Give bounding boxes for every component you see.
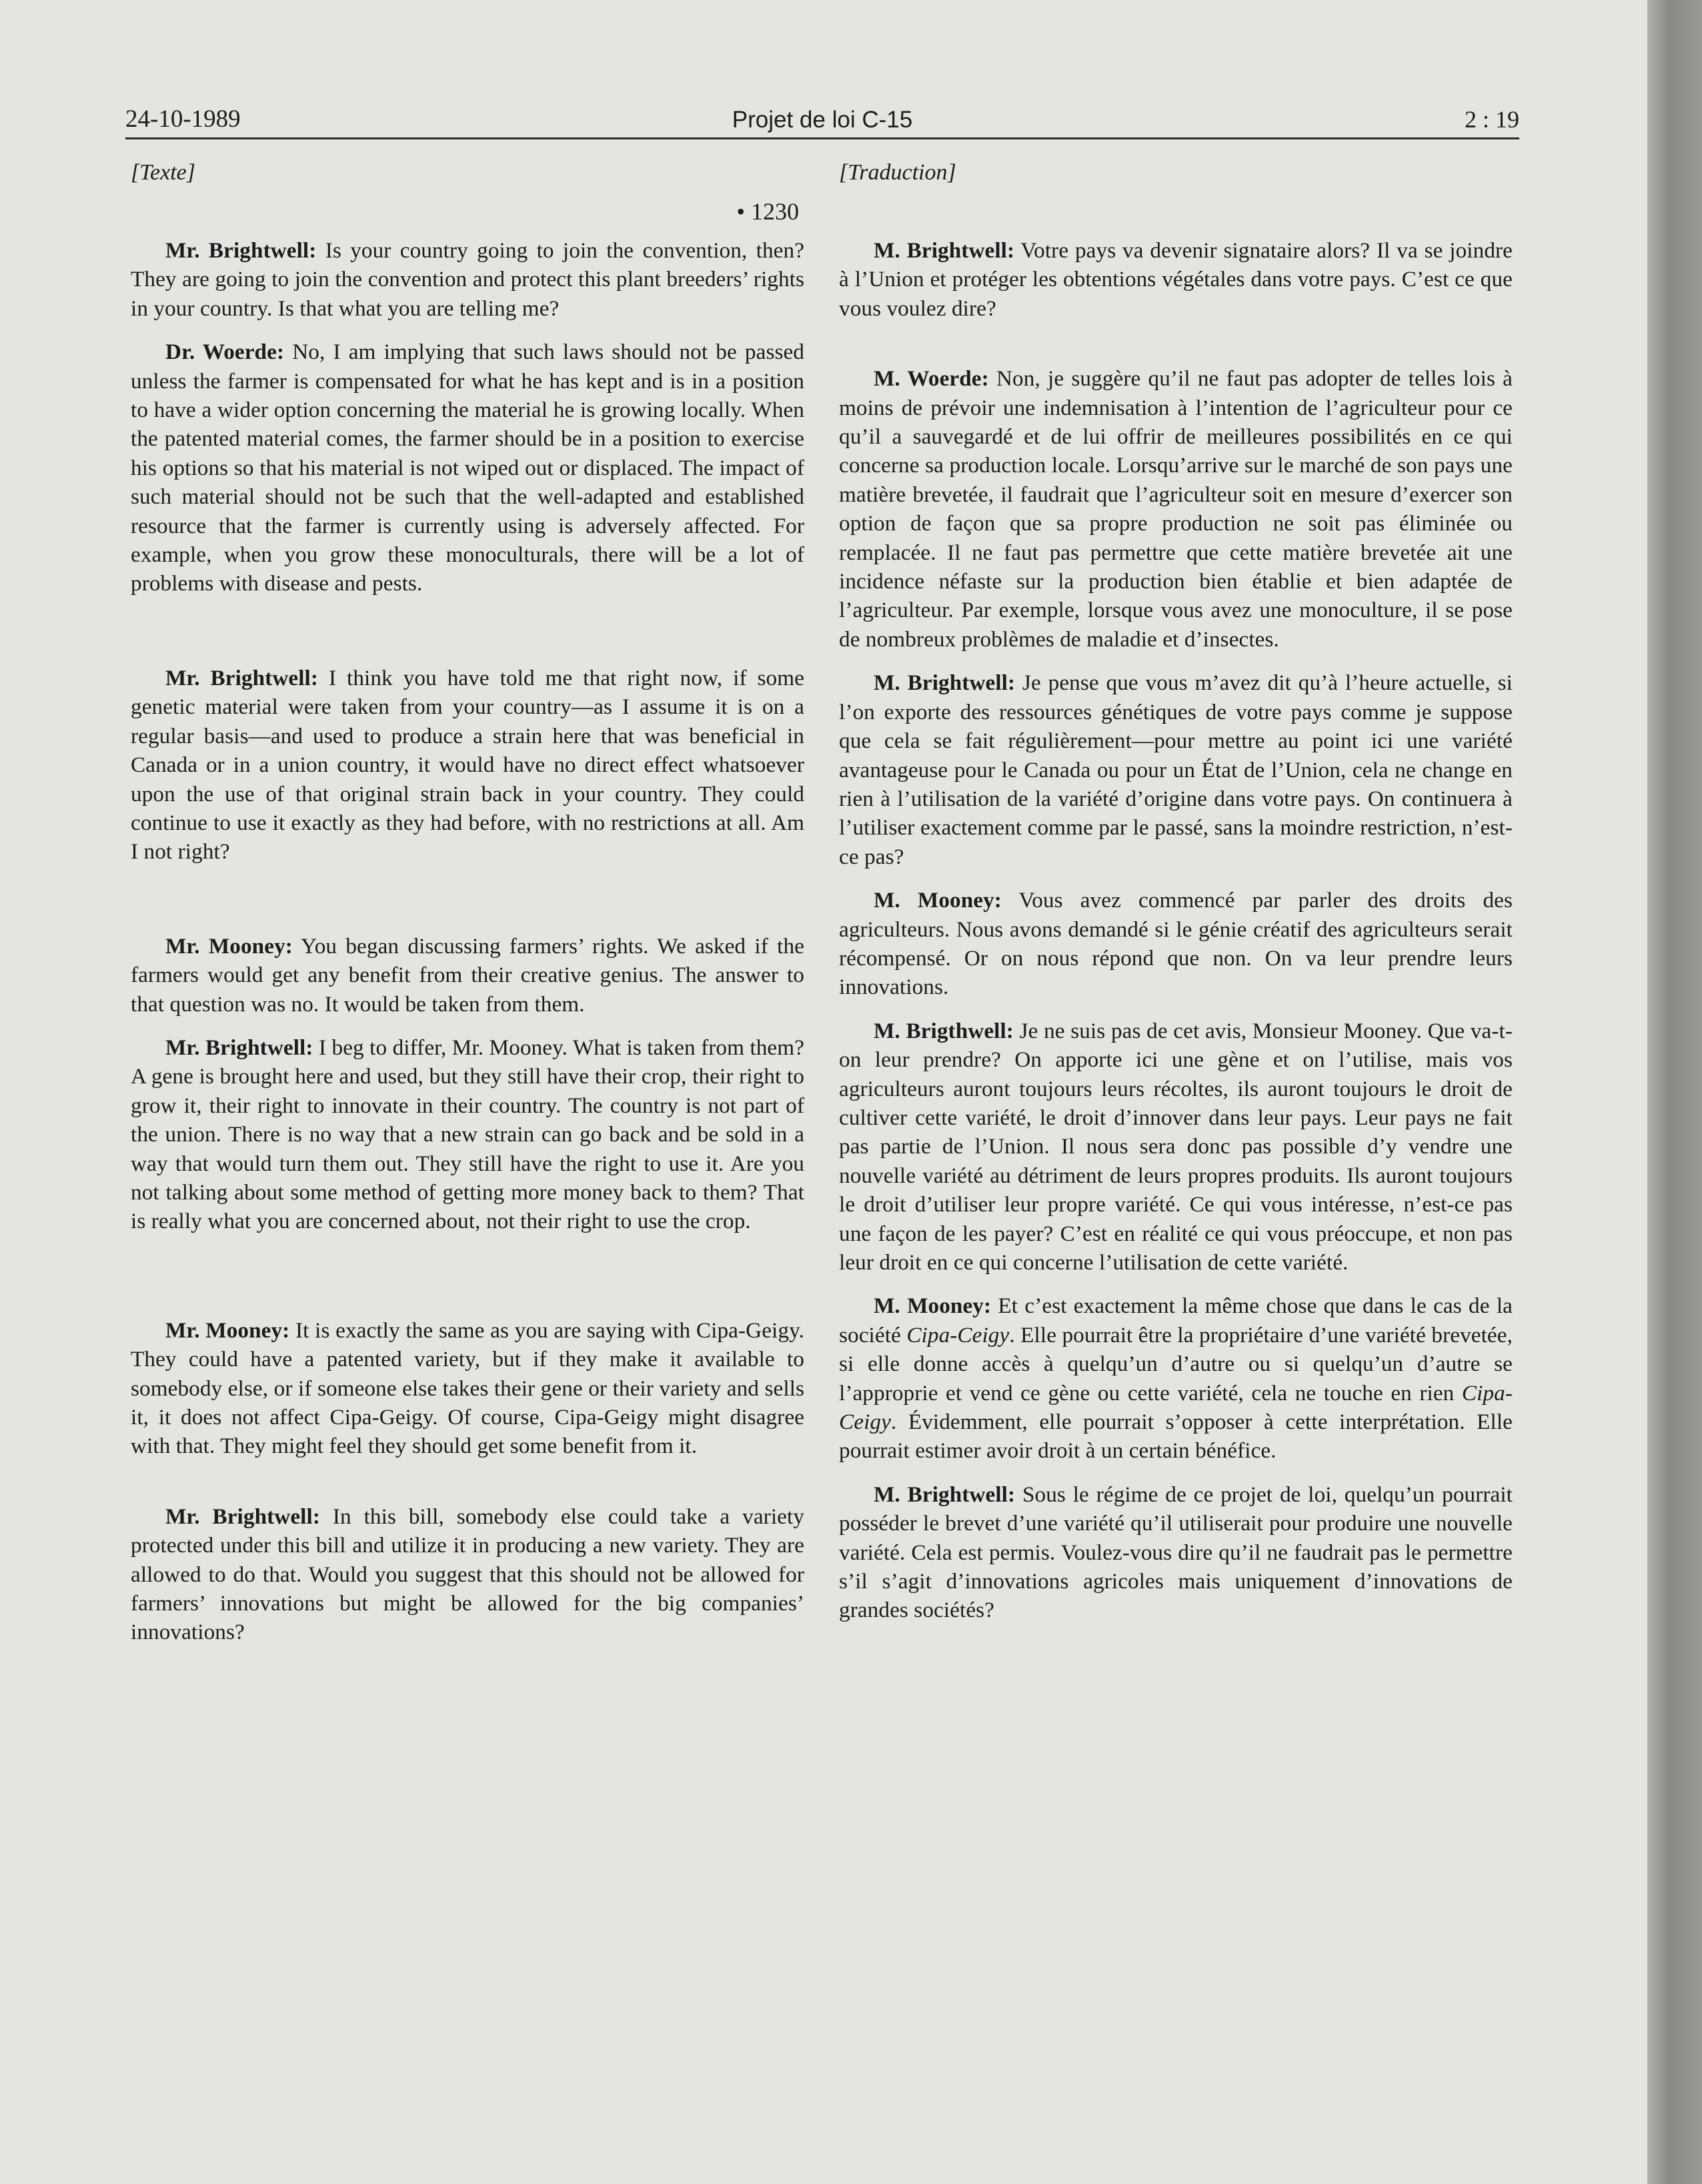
paragraph-text: Et c’est exactement la même chose que dans le cas de la société bbox=[839, 1293, 1513, 1347]
paragraph bbox=[131, 1316, 804, 1461]
speaker-name: Mr. Brightwell: bbox=[165, 665, 319, 690]
paragraph-text: Vous avez commencé par parler des droits des agriculteurs. Nous avons demandé si le génie créatif des agriculteurs serait récompensé. Or on nous répond que non. On va leur prendre leurs innovations. bbox=[839, 888, 1513, 1000]
paragraph bbox=[131, 664, 804, 867]
paragraph bbox=[839, 1291, 1513, 1465]
paragraph bbox=[131, 338, 804, 598]
paragraph bbox=[839, 1480, 1513, 1625]
company-name: Cipa-Ceigy bbox=[906, 1322, 1010, 1347]
paragraph bbox=[839, 1017, 1513, 1277]
paragraph-text: . Évidemment, elle pourrait s’opposer à cette interprétation. Elle pourrait estimer avoir droit à un certain bénéfice. bbox=[839, 1410, 1513, 1464]
french-column bbox=[839, 160, 1513, 1625]
header-page-number: 2 : 19 bbox=[1464, 106, 1519, 133]
paragraph-text: Je ne suis pas de cet avis, Monsieur Mooney. Que va-t-on leur prendre? On apporte ici une gène et on l’utilise, mais vos agriculteurs auront toujours leurs récoltes, ils auront toujours le droit de cultiver cette variété, le droit d’innover dans leur pays. Leur pays ne fait pas partie de l’Union. Il nous sera donc pas possible d’y vendre une nouvelle variété au détriment de leurs propres produits. Ils auront toujours le droit d’utiliser leur propre variété. Ce qui vous intéresse, n’est-ce pas une façon de les payer? C’est en réalité ce qui vous préoccupe, et non pas leur droit en ce qui concerne l’utilisation de cette variété. bbox=[839, 1018, 1513, 1275]
speaker-name: M. Mooney: bbox=[874, 888, 1002, 913]
paragraph bbox=[131, 1502, 804, 1647]
paragraph-text: You began discussing farmers’ rights. We asked if the farmers would get any benefit from their creative genius. The answer to that question was no. It would be taken from them. bbox=[131, 933, 804, 1017]
speaker-name: M. Woerde: bbox=[874, 366, 989, 392]
paragraph-text: . Elle pourrait être la propriétaire d’une variété brevetée, si elle donne accès à quelqu’un d’autre ou si quelqu’un d’autre se l’approprie et vend ce gène ou cette variété, cela ne touche en rien bbox=[839, 1322, 1513, 1406]
speaker-name: M. Mooney: bbox=[874, 1293, 992, 1319]
column-label-texte: [Texte] bbox=[131, 160, 195, 185]
speaker-name: Mr. Mooney: bbox=[165, 1317, 290, 1343]
english-column bbox=[131, 160, 804, 1647]
speaker-name: Mr. Brightwell: bbox=[165, 1504, 320, 1529]
paragraph-text: Sous le régime de ce projet de loi, quelqu’un pourrait posséder le brevet d’une variété qu’il utiliserait pour produire une nouvelle variété. Cela est permis. Voulez-vous dire qu’il ne faudrait pas le permettre s’il s’agit d’innovations agricoles mais uniquement d’innovations de grandes sociétés? bbox=[839, 1482, 1513, 1623]
time-mark: • 1230 bbox=[736, 198, 799, 225]
speaker-name: M. Brightwell: bbox=[874, 1482, 1016, 1507]
page-edge-shadow bbox=[1647, 0, 1702, 2184]
paragraph-text: I beg to differ, Mr. Mooney. What is taken from them? A gene is brought here and used, but they still have their crop, their right to grow it, their right to innovate in their country. The country is not part of the union. There is no way that a new strain can go back and be sold in a way that would turn them out. They still have the right to use it. Are you not talking about some method of getting more money back to them? That is really what you are concerned about, not their right to use the crop. bbox=[131, 1035, 805, 1234]
paragraph-text: No, I am implying that such laws should not be passed unless the farmer is compensated for what he has kept and is in a position to have a wider option concerning the material he is growing locally. When the patented material comes, the farmer should be in a position to exercise his options so that his material is not wiped out or displaced. The impact of such material should not be such that the well-adapted and established resource that the farmer is currently using is adversely affected. For example, when you grow these monoculturals, there will be a lot of problems with disease and pests. bbox=[131, 340, 804, 596]
header-date: 24-10-1989 bbox=[125, 105, 241, 133]
paragraph bbox=[839, 886, 1513, 1002]
paragraph-text: Is your country going to join the convention, then? They are going to join the convention and protect this plant breeders’ rights in your country. Is that what you are telling me? bbox=[131, 238, 804, 321]
paragraph bbox=[839, 668, 1513, 871]
column-label-traduction: [Traduction] bbox=[839, 160, 956, 185]
speaker-name: Mr. Mooney: bbox=[165, 933, 293, 959]
header-title: Projet de loi C-15 bbox=[732, 107, 913, 133]
speaker-name: M. Brigthwell: bbox=[874, 1018, 1014, 1043]
paragraph-text: Non, je suggère qu’il ne faut pas adopter de telles lois à moins de prévoir une indemnisation à l’intention de l’agriculteur pour ce qu’il a sauvegardé et de lui offrir de meilleures possibilités en ce qui concerne sa production locale. Lorsqu’arrive sur le marché de son pays une matière brevetée, il faudrait que l’agriculteur soit en mesure d’exercer son option de façon que sa propre production ne soit pas éliminée ou remplacée. Il ne faut pas permettre que cette matière brevetée ait une incidence néfaste sur la production bien établie et bien adaptée de l’agriculteur. Par exemple, lorsque vous avez une monoculture, il se pose de nombreux problèmes de maladie et d’insectes. bbox=[839, 366, 1513, 652]
speaker-name: Dr. Woerde: bbox=[165, 340, 285, 365]
paragraph bbox=[131, 1033, 804, 1236]
paragraph bbox=[131, 932, 804, 1019]
paragraph-text: It is exactly the same as you are saying with Cipa-Geigy. They could have a patented variety, but if they make it available to somebody else, or if someone else takes their gene or their variety and sells it, it does not affect Cipa-Geigy. Of course, Cipa-Geigy might disagree with that. They might feel they should get some benefit from it. bbox=[131, 1317, 805, 1459]
speaker-name: Mr. Brightwell: bbox=[165, 238, 317, 263]
paragraph-text: Je pense que vous m’avez dit qu’à l’heure actuelle, si l’on exporte des ressources génétiques de votre pays comme je suppose que cela se fait régulièrement—pour mettre au point ici une variété avantageuse pour le Canada ou pour un État de l’Union, cela ne change en rien à l’utilisation de la variété d’origine dans votre pays. On continuera à l’utiliser exactement comme par le passé, sans la moindre restriction, n’est-ce pas? bbox=[839, 670, 1513, 869]
paragraph-text: Votre pays va devenir signataire alors? Il va se joindre à l’Union et protéger les obtentions végétales dans votre pays. C’est ce que vous voulez dire? bbox=[839, 238, 1513, 321]
paragraph-text: In this bill, somebody else could take a variety protected under this bill and utilize it in producing a new variety. They are allowed to do that. Would you suggest that this should not be allowed for farmers’ innovations but might be allowed for the big companies’ innovations? bbox=[131, 1504, 804, 1645]
paragraph bbox=[839, 236, 1513, 323]
paragraph bbox=[839, 364, 1513, 654]
speaker-name: M. Brightwell: bbox=[874, 670, 1016, 696]
company-name: Cipa-Ceigy bbox=[839, 1380, 1513, 1435]
speaker-name: Mr. Brightwell: bbox=[165, 1035, 313, 1060]
speaker-name: M. Brightwell: bbox=[874, 238, 1015, 263]
paragraph-text: I think you have told me that right now, if some genetic material were taken from your country—as I assume it is on a regular basis—and used to produce a strain here that was beneficial in Canada or in a union country, it would have no direct effect whatsoever upon the use of that original strain back in your country. They could continue to use it exactly as they had before, with no restrictions at all. Am I not right? bbox=[131, 665, 804, 865]
page-header bbox=[125, 100, 1519, 139]
paragraph bbox=[131, 236, 804, 323]
